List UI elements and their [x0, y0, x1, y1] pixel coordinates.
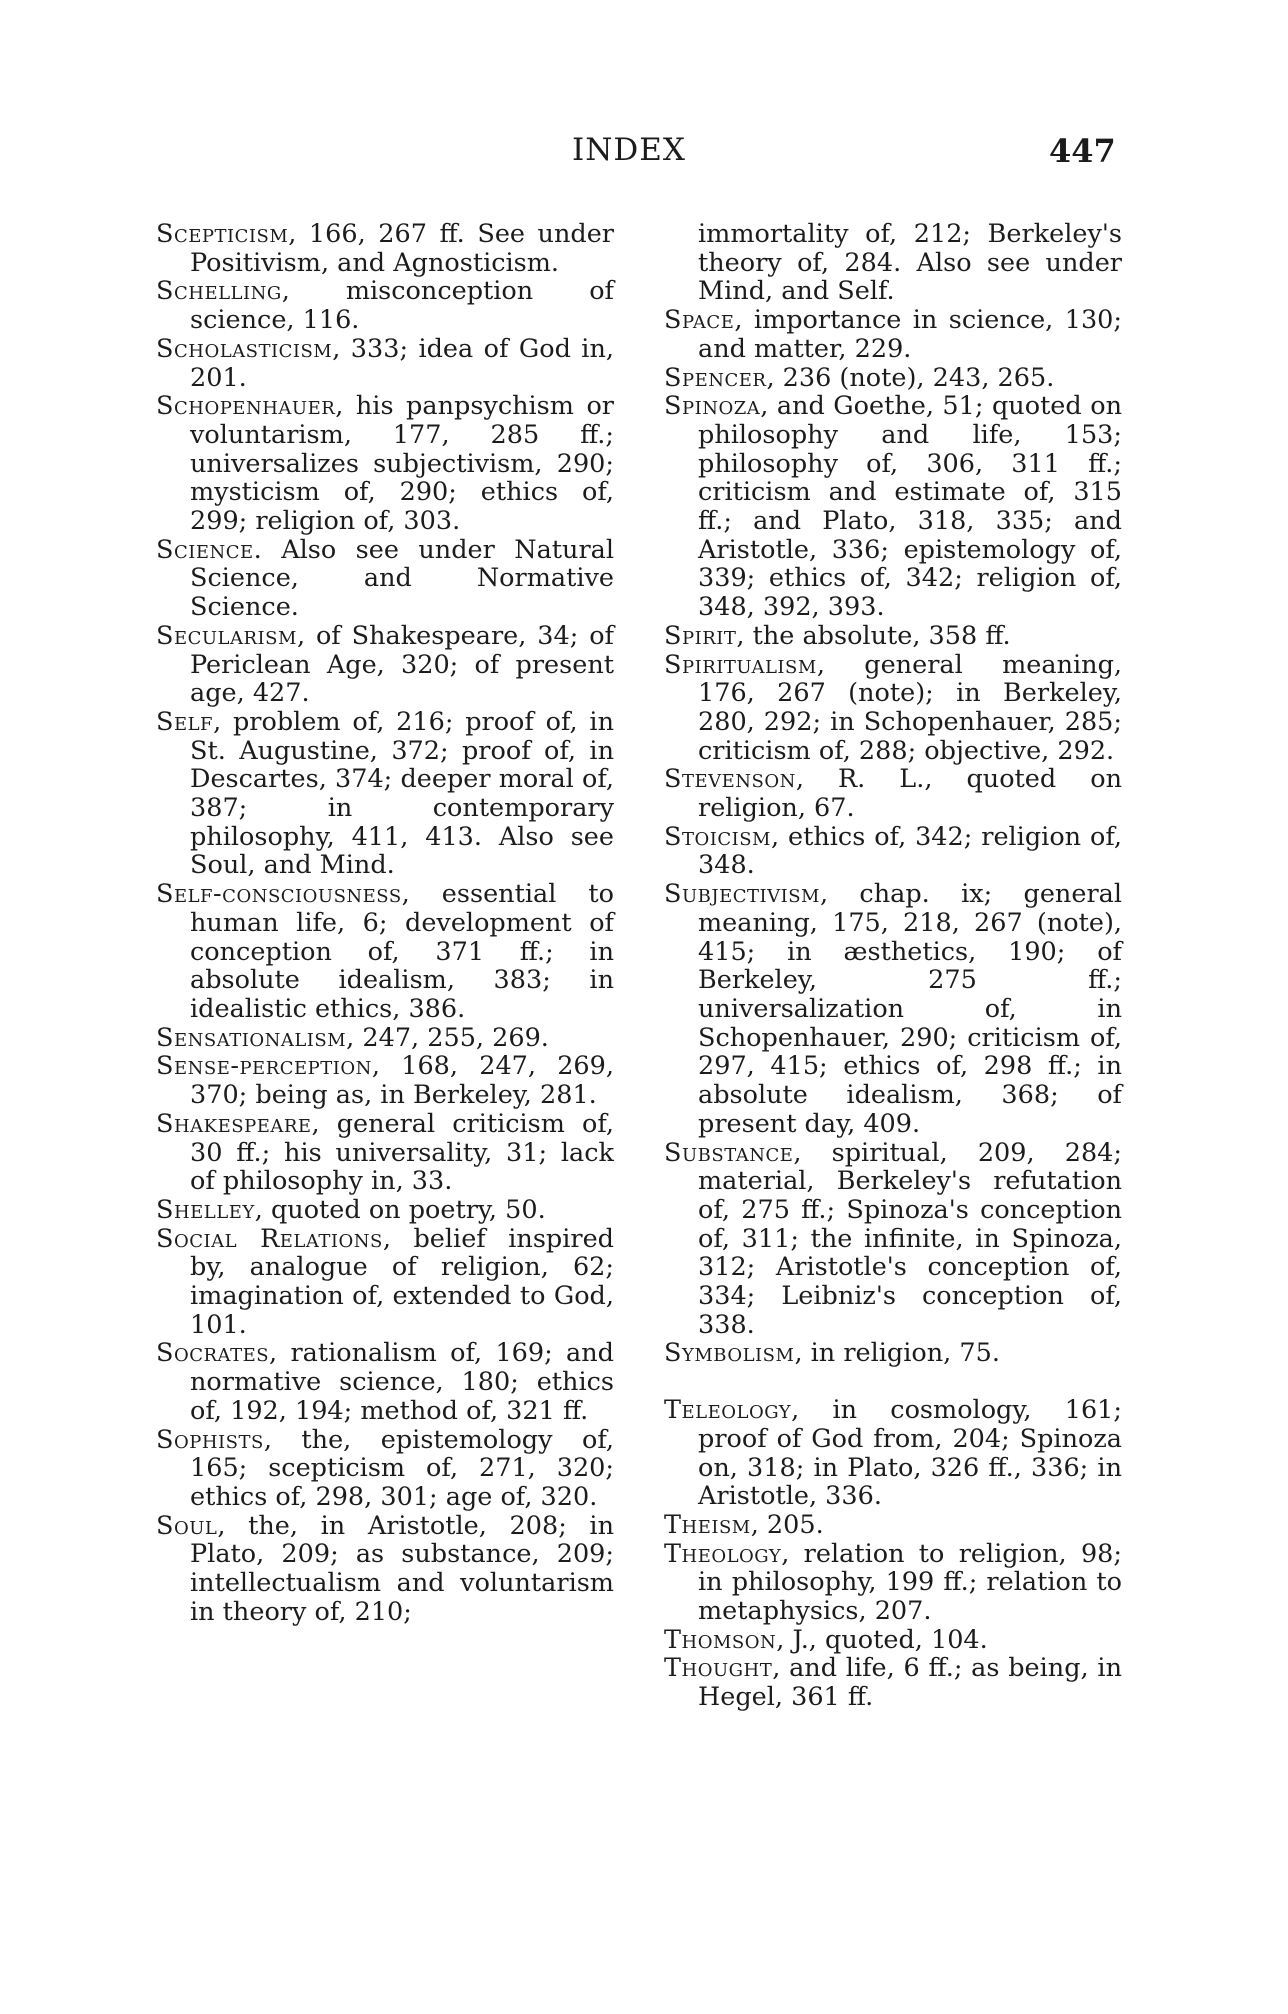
entry-text: , 236 (note), 243, 265.: [766, 362, 1055, 393]
index-entry: [156, 1512, 614, 1627]
index-entry: [664, 1511, 1122, 1540]
entry-text: , belief inspired by, analogue of religion, 62; imagination of, extended to God, 101.: [190, 1223, 614, 1340]
index-entry: [156, 1024, 614, 1053]
entry-text: , in cosmology, 161; proof of God from, 204; Spinoza on, 318; in Plato, 326 ff., 336; in Aristotle, 336.: [698, 1395, 1122, 1512]
entry-heading: Teleology: [664, 1395, 792, 1426]
index-entry: [156, 1426, 614, 1512]
entry-heading: Spinoza: [664, 391, 761, 422]
entry-heading: Self-consciousness: [156, 879, 402, 910]
entry-text: , ethics of, 342; religion of, 348.: [698, 821, 1122, 881]
entry-heading: Theism: [664, 1509, 751, 1540]
index-column-right: [664, 220, 1122, 1712]
index-entry: [156, 1225, 614, 1340]
index-entry: [664, 622, 1122, 651]
entry-text: , 247, 255, 269.: [346, 1022, 549, 1053]
index-entry: [664, 1654, 1122, 1711]
entry-heading: Social Relations: [156, 1223, 383, 1254]
entry-heading: Spiritualism: [664, 649, 817, 680]
index-entry: [664, 392, 1122, 622]
index-column-left: [156, 220, 614, 1626]
entry-text: , 205.: [750, 1509, 824, 1540]
entry-heading: Schopenhauer: [156, 391, 336, 422]
entry-heading: Sense-perception: [156, 1051, 372, 1082]
index-entry: [156, 392, 614, 536]
entry-text: , general criticism of, 30 ff.; his universality, 31; lack of philosophy in, 33.: [190, 1108, 614, 1197]
index-entry: [156, 1110, 614, 1196]
index-entry: [664, 765, 1122, 822]
entry-heading: Spencer: [664, 362, 767, 393]
entry-heading: Science: [156, 534, 254, 565]
index-entry: [156, 536, 614, 622]
index-entry-continuation: [664, 220, 1122, 306]
index-entry: [156, 277, 614, 334]
entry-text: , and Goethe, 51; quoted on philosophy and life, 153; philosophy of, 306, 311 ff.; criticism and estimate of, 315 ff.; and Plato, 318, 335; and Aristotle, 336; epistemology of, 339; ethics of, 342; religion of, 348, 392, 393.: [698, 391, 1122, 623]
index-entry: [156, 335, 614, 392]
index-entry: [156, 708, 614, 880]
entry-heading: Scepticism: [156, 219, 289, 249]
entry-heading: Thomson: [664, 1624, 777, 1655]
index-entry: [156, 220, 614, 277]
entry-text: , chap. ix; general meaning, 175, 218, 267 (note), 415; in æsthetics, 190; of Berkeley, 275 ff.; universalization of, in Schopenhauer, 290; criticism of, 297, 415; ethics of, 298 ff.; in absolute idealism, 368; of present day, 409.: [698, 879, 1122, 1139]
entry-text: , misconception of science, 116.: [190, 276, 614, 336]
index-entry: [664, 1139, 1122, 1340]
entry-text: , rationalism of, 169; and normative science, 180; ethics of, 192, 194; method of, 321 ff.: [190, 1338, 614, 1426]
page-header: [0, 132, 1288, 182]
entry-text: , and life, 6 ff.; as being, in Hegel, 361 ff.: [698, 1653, 1122, 1713]
entry-text: , in religion, 75.: [794, 1338, 1000, 1369]
entry-text: , essential to human life, 6; development of conception of, 371 ff.; in absolute idealism, 383; in idealistic ethics, 386.: [190, 879, 614, 1024]
index-entry: [156, 1052, 614, 1109]
entry-text: , 168, 247, 269, 370; being as, in Berkeley, 281.: [190, 1051, 614, 1111]
entry-text: immortality of, 212; Berkeley's theory of, 284. Also see under Mind, and Self.: [698, 219, 1122, 307]
index-entry: [664, 1339, 1122, 1368]
entry-heading: Soul: [156, 1510, 218, 1541]
entry-heading: Schelling: [156, 276, 282, 307]
index-entry: [664, 1540, 1122, 1626]
index-entry: [156, 880, 614, 1024]
entry-heading: Shelley: [156, 1194, 255, 1225]
entry-text: , the, in Aristotle, 208; in Plato, 209; as substance, 209; intellectualism and voluntarism in theory of, 210;: [190, 1510, 614, 1627]
entry-heading: Socrates: [156, 1338, 270, 1369]
index-entry: [664, 1396, 1122, 1511]
entry-heading: Secularism: [156, 620, 297, 651]
index-entry: [156, 1339, 614, 1425]
entry-heading: Stoicism: [664, 821, 771, 852]
entry-text: , importance in science, 130; and matter, 229.: [698, 305, 1122, 364]
entry-text: , of Shakespeare, 34; of Periclean Age, 320; of present age, 427.: [190, 620, 614, 709]
entry-text: , the absolute, 358 ff.: [736, 620, 1011, 651]
letter-group-separator: [664, 1368, 1122, 1396]
entry-heading: Stevenson: [664, 764, 796, 795]
entry-text: , R. L., quoted on religion, 67.: [698, 764, 1122, 824]
entry-text: , 166, 267 ff. See under Positivism, and Agnosticism.: [190, 219, 614, 278]
entry-text: , general meaning, 176, 267 (note); in Berkeley, 280, 292; in Schopenhauer, 285; criticism of, 288; objective, 292.: [698, 649, 1122, 766]
entry-heading: Subjectivism: [664, 879, 820, 910]
entry-text: . Also see under Natural Science, and Normative Science.: [190, 534, 614, 623]
entry-heading: Shakespeare: [156, 1108, 312, 1139]
entry-text: , the, epistemology of, 165; scepticism of, 271, 320; ethics of, 298, 301; age of, 320.: [190, 1424, 614, 1512]
entry-heading: Space: [664, 305, 735, 336]
entry-text: , problem of, 216; proof of, in St. Augustine, 372; proof of, in Descartes, 374; deeper moral of, 387; in contemporary philosophy, 411, 413. Also see Soul, and Mind.: [190, 706, 614, 881]
index-entry: [664, 880, 1122, 1138]
entry-heading: Scholasticism: [156, 333, 333, 364]
entry-heading: Spirit: [664, 620, 737, 651]
running-title: INDEX: [572, 132, 686, 168]
entry-heading: Theology: [664, 1538, 782, 1569]
entry-heading: Substance: [664, 1137, 794, 1168]
entry-heading: Sophists: [156, 1424, 264, 1455]
entry-text: , J., quoted, 104.: [776, 1624, 988, 1655]
entry-text: , 333; idea of God in, 201.: [190, 333, 614, 393]
index-entry: [156, 622, 614, 708]
entry-heading: Thought: [664, 1653, 773, 1684]
index-entry: [664, 306, 1122, 363]
page-number: 447: [1049, 132, 1116, 170]
entry-text: , spiritual, 209, 284; material, Berkeley's refutation of, 275 ff.; Spinoza's conception of, 311; the infinite, in Spinoza, 312; Aristotle's conception of, 334; Leibniz's conception of, 338.: [698, 1137, 1122, 1340]
index-entry: [664, 364, 1122, 393]
entry-text: , quoted on poetry, 50.: [254, 1194, 546, 1225]
entry-text: , relation to religion, 98; in philosophy, 199 ff.; relation to metaphysics, 207.: [698, 1538, 1122, 1627]
entry-heading: Sensationalism: [156, 1022, 347, 1053]
entry-text: , his panpsychism or voluntarism, 177, 285 ff.; universalizes subjectivism, 290; mysticism of, 290; ethics of, 299; religion of, 303.: [190, 391, 614, 537]
index-entry: [664, 1626, 1122, 1655]
index-entry: [156, 1196, 614, 1225]
entry-heading: Symbolism: [664, 1338, 795, 1369]
entry-heading: Self: [156, 706, 214, 737]
index-entry: [664, 651, 1122, 766]
index-entry: [664, 823, 1122, 880]
